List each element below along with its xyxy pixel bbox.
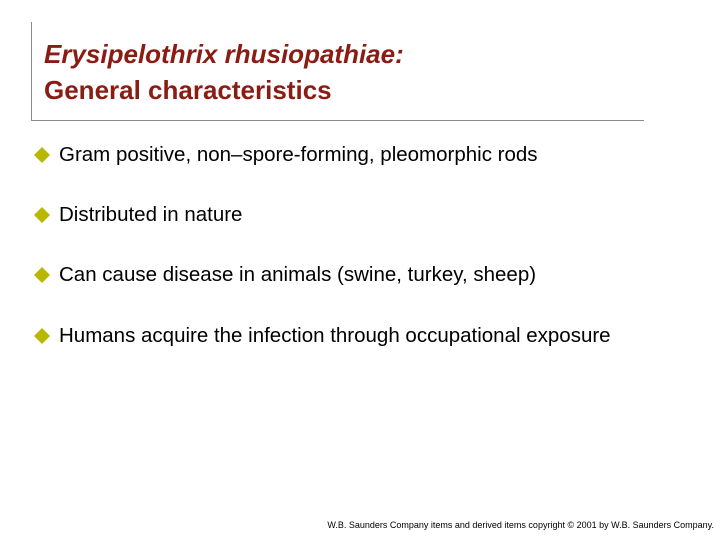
diamond-bullet-icon <box>34 147 50 163</box>
diamond-bullet-icon <box>34 328 50 344</box>
slide-title <box>44 36 634 108</box>
diamond-bullet-icon <box>34 207 50 223</box>
copyright-footer: W.B. Saunders Company items and derived items copyright © 2001 by W.B. Saunders Company. <box>327 520 714 530</box>
bullet-item <box>34 321 674 350</box>
diamond-bullet-icon <box>34 267 50 283</box>
bullet-list <box>34 140 674 381</box>
bullet-text: Can cause disease in animals (swine, turkey, sheep) <box>59 263 537 286</box>
bullet-item <box>34 140 674 169</box>
bullet-text: Distributed in nature <box>59 203 243 226</box>
bullet-text: Gram positive, non–spore-forming, pleomorphic rods <box>59 143 538 166</box>
bullet-item <box>34 260 674 289</box>
title-subtitle: General characteristics <box>44 75 332 105</box>
bullet-item <box>34 200 674 229</box>
bullet-text: Humans acquire the infection through occupational exposure <box>59 324 611 347</box>
title-organism-name: Erysipelothrix rhusiopathiae: <box>44 39 404 69</box>
